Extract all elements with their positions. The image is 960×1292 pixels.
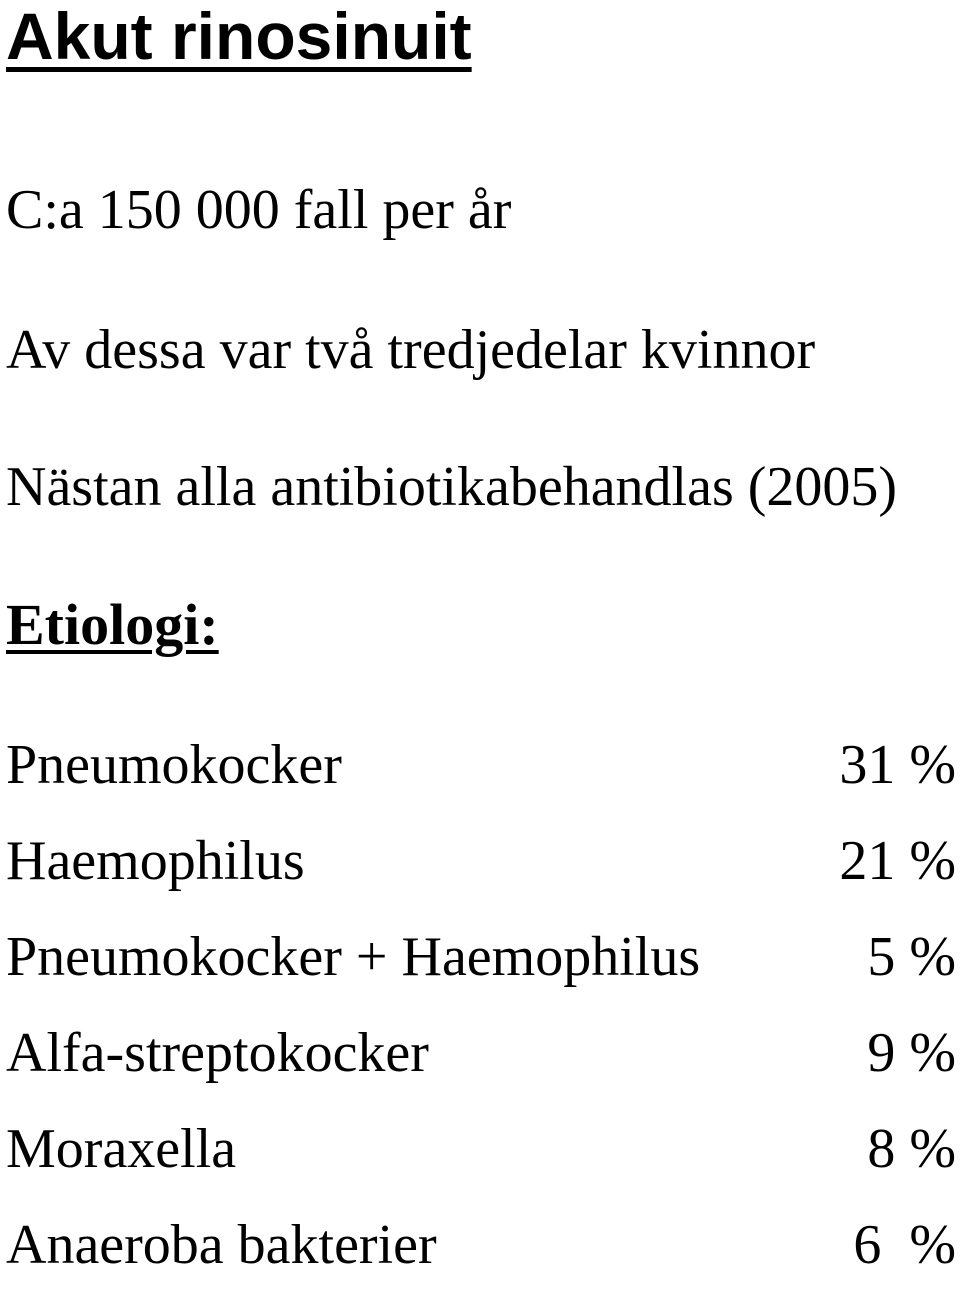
pathogen-percentage: 8 % [867, 1118, 956, 1180]
pathogen-name: Alfa-streptokocker [6, 1022, 429, 1084]
pathogen-name: Anaeroba bakterier [6, 1214, 437, 1276]
pathogen-percentage: 9 % [867, 1022, 956, 1084]
etiology-heading: Etiologi: [6, 592, 219, 657]
list-item [6, 1018, 956, 1088]
pathogen-name: Pneumokocker [6, 734, 342, 796]
list-item [6, 826, 956, 896]
pathogen-percentage: 31 % [839, 734, 956, 796]
intro-line-cases: C:a 150 000 fall per år [6, 179, 512, 241]
pathogen-name: Haemophilus [6, 830, 305, 892]
list-item [6, 1210, 956, 1280]
pathogen-name: Moraxella [6, 1118, 237, 1180]
list-item [6, 730, 956, 800]
pathogen-name: Pneumokocker + Haemophilus [6, 926, 701, 988]
pathogen-percentage: 21 % [839, 830, 956, 892]
list-item [6, 1114, 956, 1184]
pathogen-percentage: 6 % [853, 1214, 956, 1276]
list-item [6, 922, 956, 992]
intro-line-antibiotics: Nästan alla antibiotikabehandlas (2005) [6, 456, 898, 518]
pathogen-percentage: 5 % [867, 926, 956, 988]
intro-line-women: Av dessa var två tredjedelar kvinnor [6, 319, 816, 381]
page-title: Akut rinosinuit [6, 0, 472, 73]
